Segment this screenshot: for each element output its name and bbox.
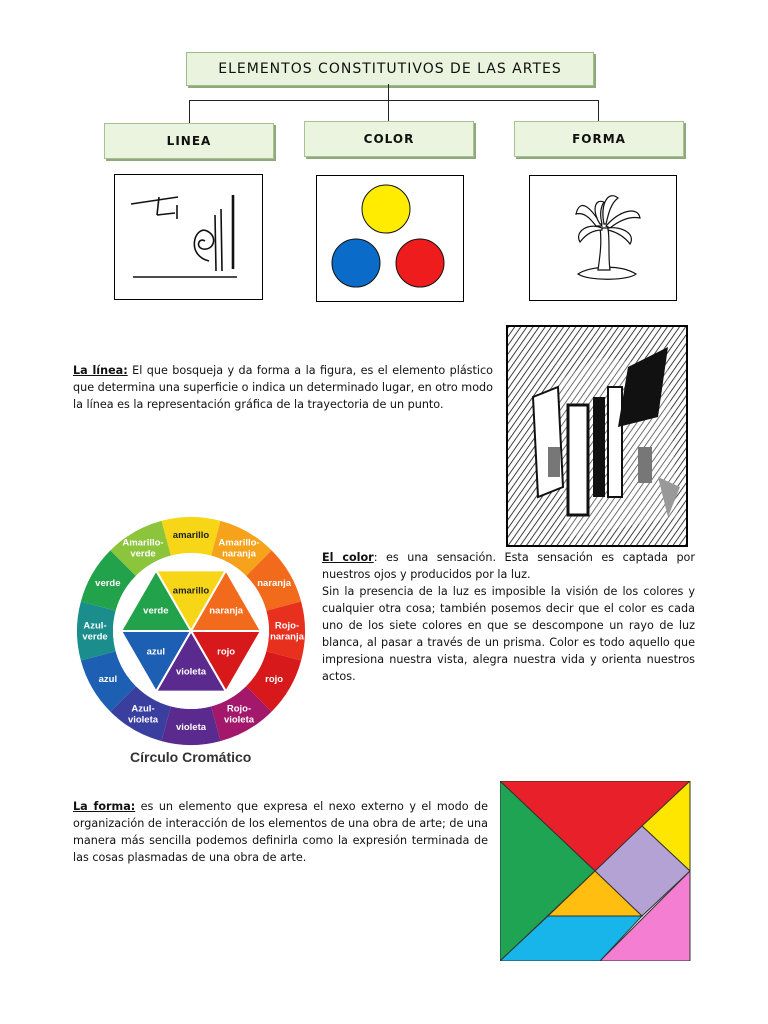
color-wheel-caption: Círculo Cromático xyxy=(130,749,252,765)
wheel-outer-label: amarillo xyxy=(172,530,210,541)
forma-illustration xyxy=(529,175,677,301)
tree-trunk xyxy=(388,84,389,101)
color-wheel xyxy=(75,515,307,747)
linea-illustration xyxy=(114,174,263,300)
color-swatches xyxy=(317,176,463,301)
category-forma xyxy=(514,121,684,157)
line-art-image xyxy=(506,325,688,547)
wheel-outer-label: rojo xyxy=(265,674,284,685)
wheel-inner-label: azul xyxy=(146,646,166,658)
color-wheel-svg xyxy=(75,515,307,747)
linea-text: El que bosqueja y da forma a la figura, es el elemento plástico que determina una superficie o indica un determinado lugar, en otro modo la línea es la representación gráfica de la trayectoria de un punto. xyxy=(73,364,494,411)
wheel-outer-label: violeta xyxy=(223,714,255,726)
lines-drawing xyxy=(115,175,262,299)
wheel-outer-label: naranja xyxy=(222,548,256,560)
category-color xyxy=(304,121,474,157)
blue-swatch xyxy=(332,239,380,287)
color-paragraph xyxy=(322,549,695,685)
forma-paragraph xyxy=(73,798,488,866)
wheel-outer-label: naranja xyxy=(270,631,304,643)
forma-term: La forma: xyxy=(73,800,136,813)
red-swatch xyxy=(396,239,444,287)
wheel-outer-label: naranja xyxy=(257,578,292,589)
wheel-outer-label: Azul- xyxy=(131,703,155,715)
wheel-outer-label: Amarillo- xyxy=(122,537,164,549)
tree-branch xyxy=(189,100,599,101)
wheel-outer-label: violeta xyxy=(127,714,159,726)
hatched-abstract-drawing xyxy=(508,327,686,545)
linea-paragraph xyxy=(73,362,493,413)
wheel-inner-label: amarillo xyxy=(172,585,210,597)
yellow-swatch xyxy=(362,185,410,233)
category-color-label: COLOR xyxy=(363,132,415,146)
wheel-outer-label: verde xyxy=(130,548,156,560)
wheel-outer-label: Rojo- xyxy=(274,620,300,632)
wheel-outer-label: verde xyxy=(95,578,121,589)
wheel-outer-label: violeta xyxy=(175,722,207,733)
color-text-2: Sin la presencia de la luz es imposible la visión de los colores y cualquier otra cosa; también posemos decir que el color es cada uno de los siete colores en que se descompone un rayo de luz blanca, al pasar a través de un prisma. Color es todo aquello que impresiona nuestra vista, alegra nuestra vida y orienta nuestros actos. xyxy=(322,585,695,683)
wheel-inner-label: verde xyxy=(143,605,169,617)
wheel-inner-label: rojo xyxy=(217,646,236,658)
wheel-inner-label: naranja xyxy=(209,605,244,617)
tree-leg-center xyxy=(388,100,389,123)
page-title xyxy=(186,52,594,86)
palm-tree-icon xyxy=(530,176,676,300)
wheel-outer-label: Rojo- xyxy=(226,703,252,715)
category-linea xyxy=(104,123,274,159)
tree-leg-right xyxy=(598,100,599,123)
tree-leg-left xyxy=(189,100,190,123)
page-title-text: ELEMENTOS CONSTITUTIVOS DE LAS ARTES xyxy=(218,61,562,77)
tangram-svg xyxy=(500,781,691,961)
color-illustration xyxy=(316,175,464,302)
wheel-outer-label: Amarillo- xyxy=(218,537,260,549)
color-term: El color xyxy=(322,551,374,564)
wheel-outer-label: Azul- xyxy=(83,620,107,632)
category-linea-label: LINEA xyxy=(166,134,212,148)
wheel-outer-label: verde xyxy=(82,631,108,643)
linea-term: La línea: xyxy=(73,364,128,377)
category-forma-label: FORMA xyxy=(572,132,626,146)
tangram xyxy=(500,781,691,961)
wheel-outer-label: azul xyxy=(98,674,118,685)
color-text-1: : es una sensación. Esta sensación es captada por nuestros ojos y producidos por la luz. xyxy=(322,551,695,581)
forma-text: es un elemento que expresa el nexo externo y el modo de organización de interacción de los elementos de una obra de arte; de una manera más sencilla podemos definirla como la expresión terminada de las cosas plasmadas de una obra de arte. xyxy=(73,800,488,864)
wheel-inner-label: violeta xyxy=(175,666,207,678)
